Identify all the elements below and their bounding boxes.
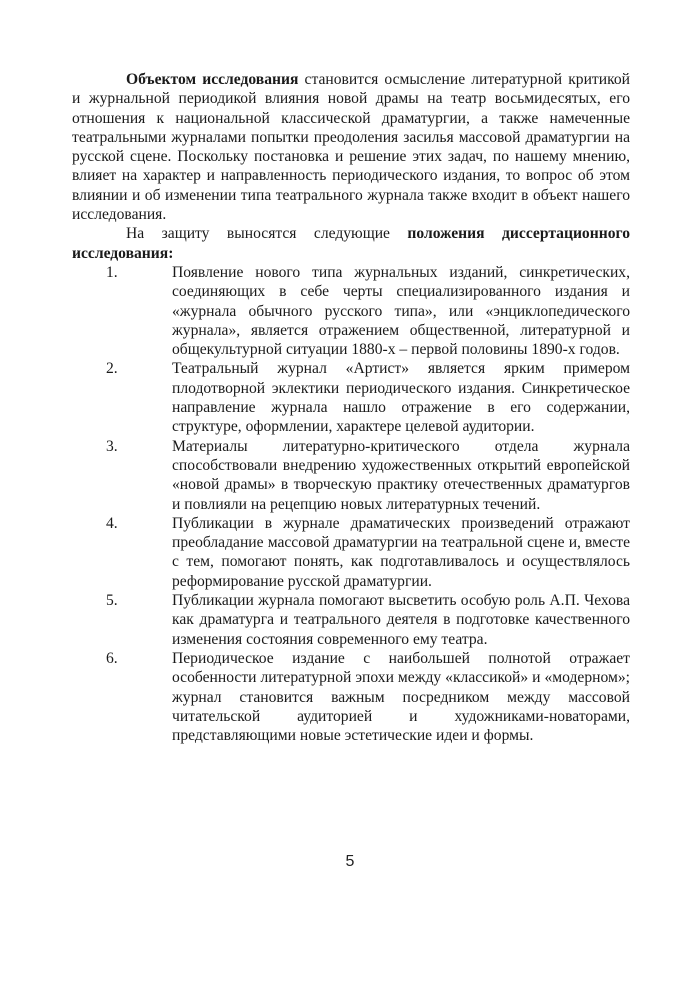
item-number: 1. [106,263,118,281]
item-text: Публикации журнала помогают высветить особую роль А.П. Чехова как драматурга и театрального деятеля в подготовке качественного изменения состояния современного ему театра. [172,592,630,648]
defense-paragraph [72,224,630,263]
defense-heading: положения диссертационного исследования: [72,225,630,262]
item-number: 5. [106,592,118,610]
item-number: 2. [106,360,118,378]
theses-list [72,263,630,745]
item-text: Театральный журнал «Артист» является ярким примером плодотворной эклектики периодического издания. Синкретическое направление журнала нашло отражение в его содержании, структуре, оформлении, характере целевой аудитории. [172,360,630,436]
list-item [72,263,630,359]
list-item [72,649,630,745]
list-item [72,437,630,514]
item-text: Периодическое издание с наибольшей полнотой отражает особенности литературной эпохи между «классикой» и «модерном»; журнал становится важным посредником между массовой читательской аудиторией и художниками-новаторами, представляющими новые эстетические идеи и формы. [172,649,630,745]
object-heading: Объектом исследования [126,71,299,88]
object-text: становится осмысление литературной критикой и журнальной периодикой влияния новой драмы на театр восьмидесятых, его отношения к национальной классической драматургии, а также намеченные театральными журналами попытки преодоления засилья массовой драматургии на русской сцене. Поскольку постановка и решение этих задач, по нашему мнению, влияет на характер и направленность периодического издания, то вопрос об этом влиянии и об изменении типа театрального журнала также входит в объект нашего исследования. [72,71,630,224]
list-item [72,359,630,436]
item-number: 4. [106,514,118,532]
item-number: 6. [106,649,118,667]
document-page [72,70,630,745]
object-paragraph [72,70,630,224]
defense-lead: На защиту выносятся следующие [126,225,408,243]
item-number: 3. [106,437,118,455]
list-item [72,514,630,591]
item-text: Появление нового типа журнальных изданий, синкретических, соединяющих в себе черты специализированного издания и «журнала обычного русского типа», или «энциклопедического журнала», является отражением общественной, литературной и общекультурной ситуации 1880-х – первой половины 1890-х годов. [172,263,630,359]
page-number: 5 [345,853,355,870]
list-item [72,591,630,649]
item-text: Публикации в журнале драматических произведений отражают преобладание массовой драматургии на театральной сцене и, вместе с тем, помогают понять, как подготавливалось и осуществлялось реформирование русской драматургии. [172,514,630,590]
item-text: Материалы литературно-критического отдела журнала способствовали внедрению художественных открытий европейской «новой драмы» в творческую практику отечественных драматургов и повлияли на рецепцию новых литературных течений. [172,437,630,513]
